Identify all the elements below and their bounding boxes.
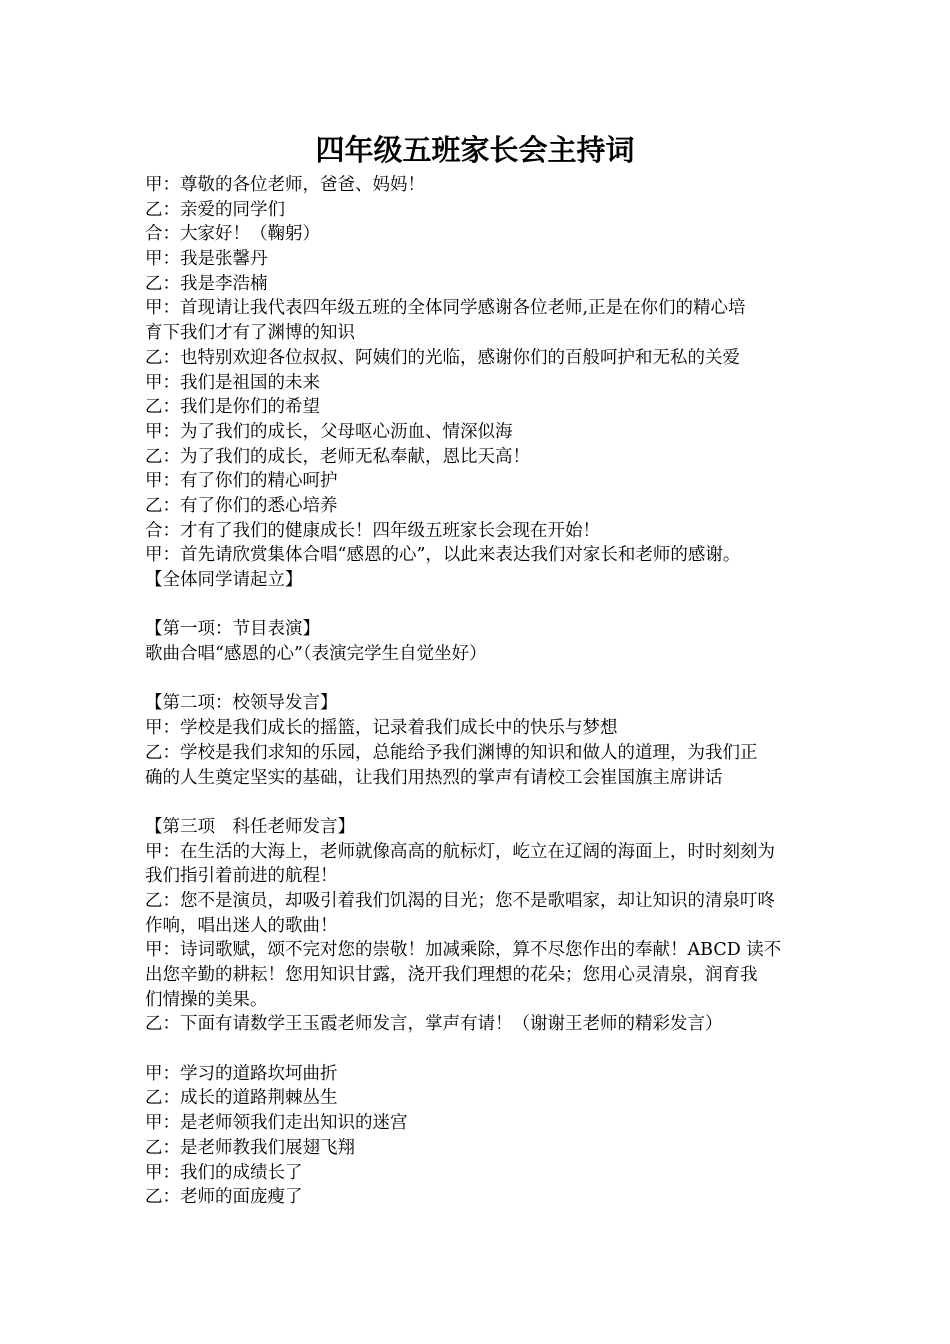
text-line: 们情操的美果。 (145, 989, 268, 1010)
text-line: 歌曲合唱“感恩的心”（表演完学生自觉坐好） (145, 644, 487, 665)
section-heading: 【第一项：节目表演】 (145, 619, 320, 640)
text-line: 甲：诗词歌赋，颂不完对您的崇敬！加减乘除，算不尽您作出的奉献！ABCD 读不 (145, 940, 782, 961)
text-line: 出您辛勤的耕耘！您用知识甘露，浇开我们理想的花朵；您用心灵清泉，润育我 (145, 965, 758, 985)
text-line: 乙：学校是我们求知的乐园，总能给予我们渊博的知识和做人的道理，为我们正 (145, 742, 758, 763)
text-line: 乙：老师的面庞瘦了 (145, 1187, 303, 1208)
text-line: 甲：我们是祖国的未来 (145, 372, 320, 393)
text-line: 乙：我们是你们的希望 (145, 397, 320, 418)
document-body (145, 173, 809, 1210)
text-line: 甲：尊敬的各位老师，爸爸、妈妈！ (145, 175, 425, 195)
text-line: 乙：下面有请数学王玉霞老师发言，掌声有请！（谢谢王老师的精彩发言） (145, 1014, 723, 1035)
text-line: 甲：为了我们的成长，父母呕心沥血、情深似海 (145, 421, 513, 442)
text-line: 甲：学习的道路坎坷曲折 (145, 1063, 338, 1084)
text-line: 乙：是老师教我们展翅飞翔 (145, 1137, 355, 1158)
text-line: 作响，唱出迷人的歌曲！ (145, 915, 338, 936)
text-line: 乙：为了我们的成长，老师无私奉献，恩比天高！ (145, 446, 530, 467)
section-heading: 【第二项：校领导发言】 (145, 693, 338, 714)
text-line: 甲：我是张馨丹 (145, 249, 268, 270)
text-line: 合：大家好！（鞠躬） (145, 224, 320, 245)
blank-line (145, 1037, 809, 1062)
document-title: 四年级五班家长会主持词 (315, 133, 635, 167)
text-line: 乙：也特别欢迎各位叔叔、阿姨们的光临，感谢你们的百般呵护和无私的关爱 (145, 347, 740, 368)
blank-line (145, 667, 809, 692)
text-line: 我们指引着前进的航程！ (145, 866, 338, 887)
text-line: 甲：首先请欣赏集体合唱“感恩的心”，以此来表达我们对家长和老师的感谢。 (145, 545, 741, 566)
text-line: 乙：亲爱的同学们 (145, 199, 285, 220)
blank-line (145, 790, 809, 815)
text-line: 甲：在生活的大海上，老师就像高高的航标灯，屹立在辽阔的海面上，时时刻刻为 (145, 841, 775, 862)
text-line: 乙：您不是演员，却吸引着我们饥渴的目光；您不是歌唱家，却让知识的清泉叮咚 (145, 890, 775, 911)
text-line: 确的人生奠定坚实的基础，让我们用热烈的掌声有请校工会崔国旗主席讲话 (145, 767, 723, 788)
section-heading: 【第三项 科任老师发言】 (145, 816, 355, 837)
text-line: 甲：我们的成绩长了 (145, 1162, 303, 1183)
text-line: 甲：学校是我们成长的摇篮，记录着我们成长中的快乐与梦想 (145, 718, 618, 739)
text-line: 甲：首现请让我代表四年级五班的全体同学感谢各位老师,正是在你们的精心培 (145, 298, 746, 319)
text-line: 乙：成长的道路荆棘丛生 (145, 1088, 338, 1109)
text-line: 甲：有了你们的精心呵护 (145, 471, 338, 492)
text-line: 育下我们才有了渊博的知识 (145, 323, 355, 344)
text-line: 合：才有了我们的健康成长！四年级五班家长会现在开始！ (145, 520, 600, 541)
text-line: 【全体同学请起立】 (145, 570, 303, 590)
blank-line (145, 593, 809, 618)
text-line: 乙：有了你们的悉心培养 (145, 495, 338, 516)
text-line: 甲：是老师领我们走出知识的迷宫 (145, 1113, 408, 1134)
text-line: 乙：我是李浩楠 (145, 273, 268, 294)
